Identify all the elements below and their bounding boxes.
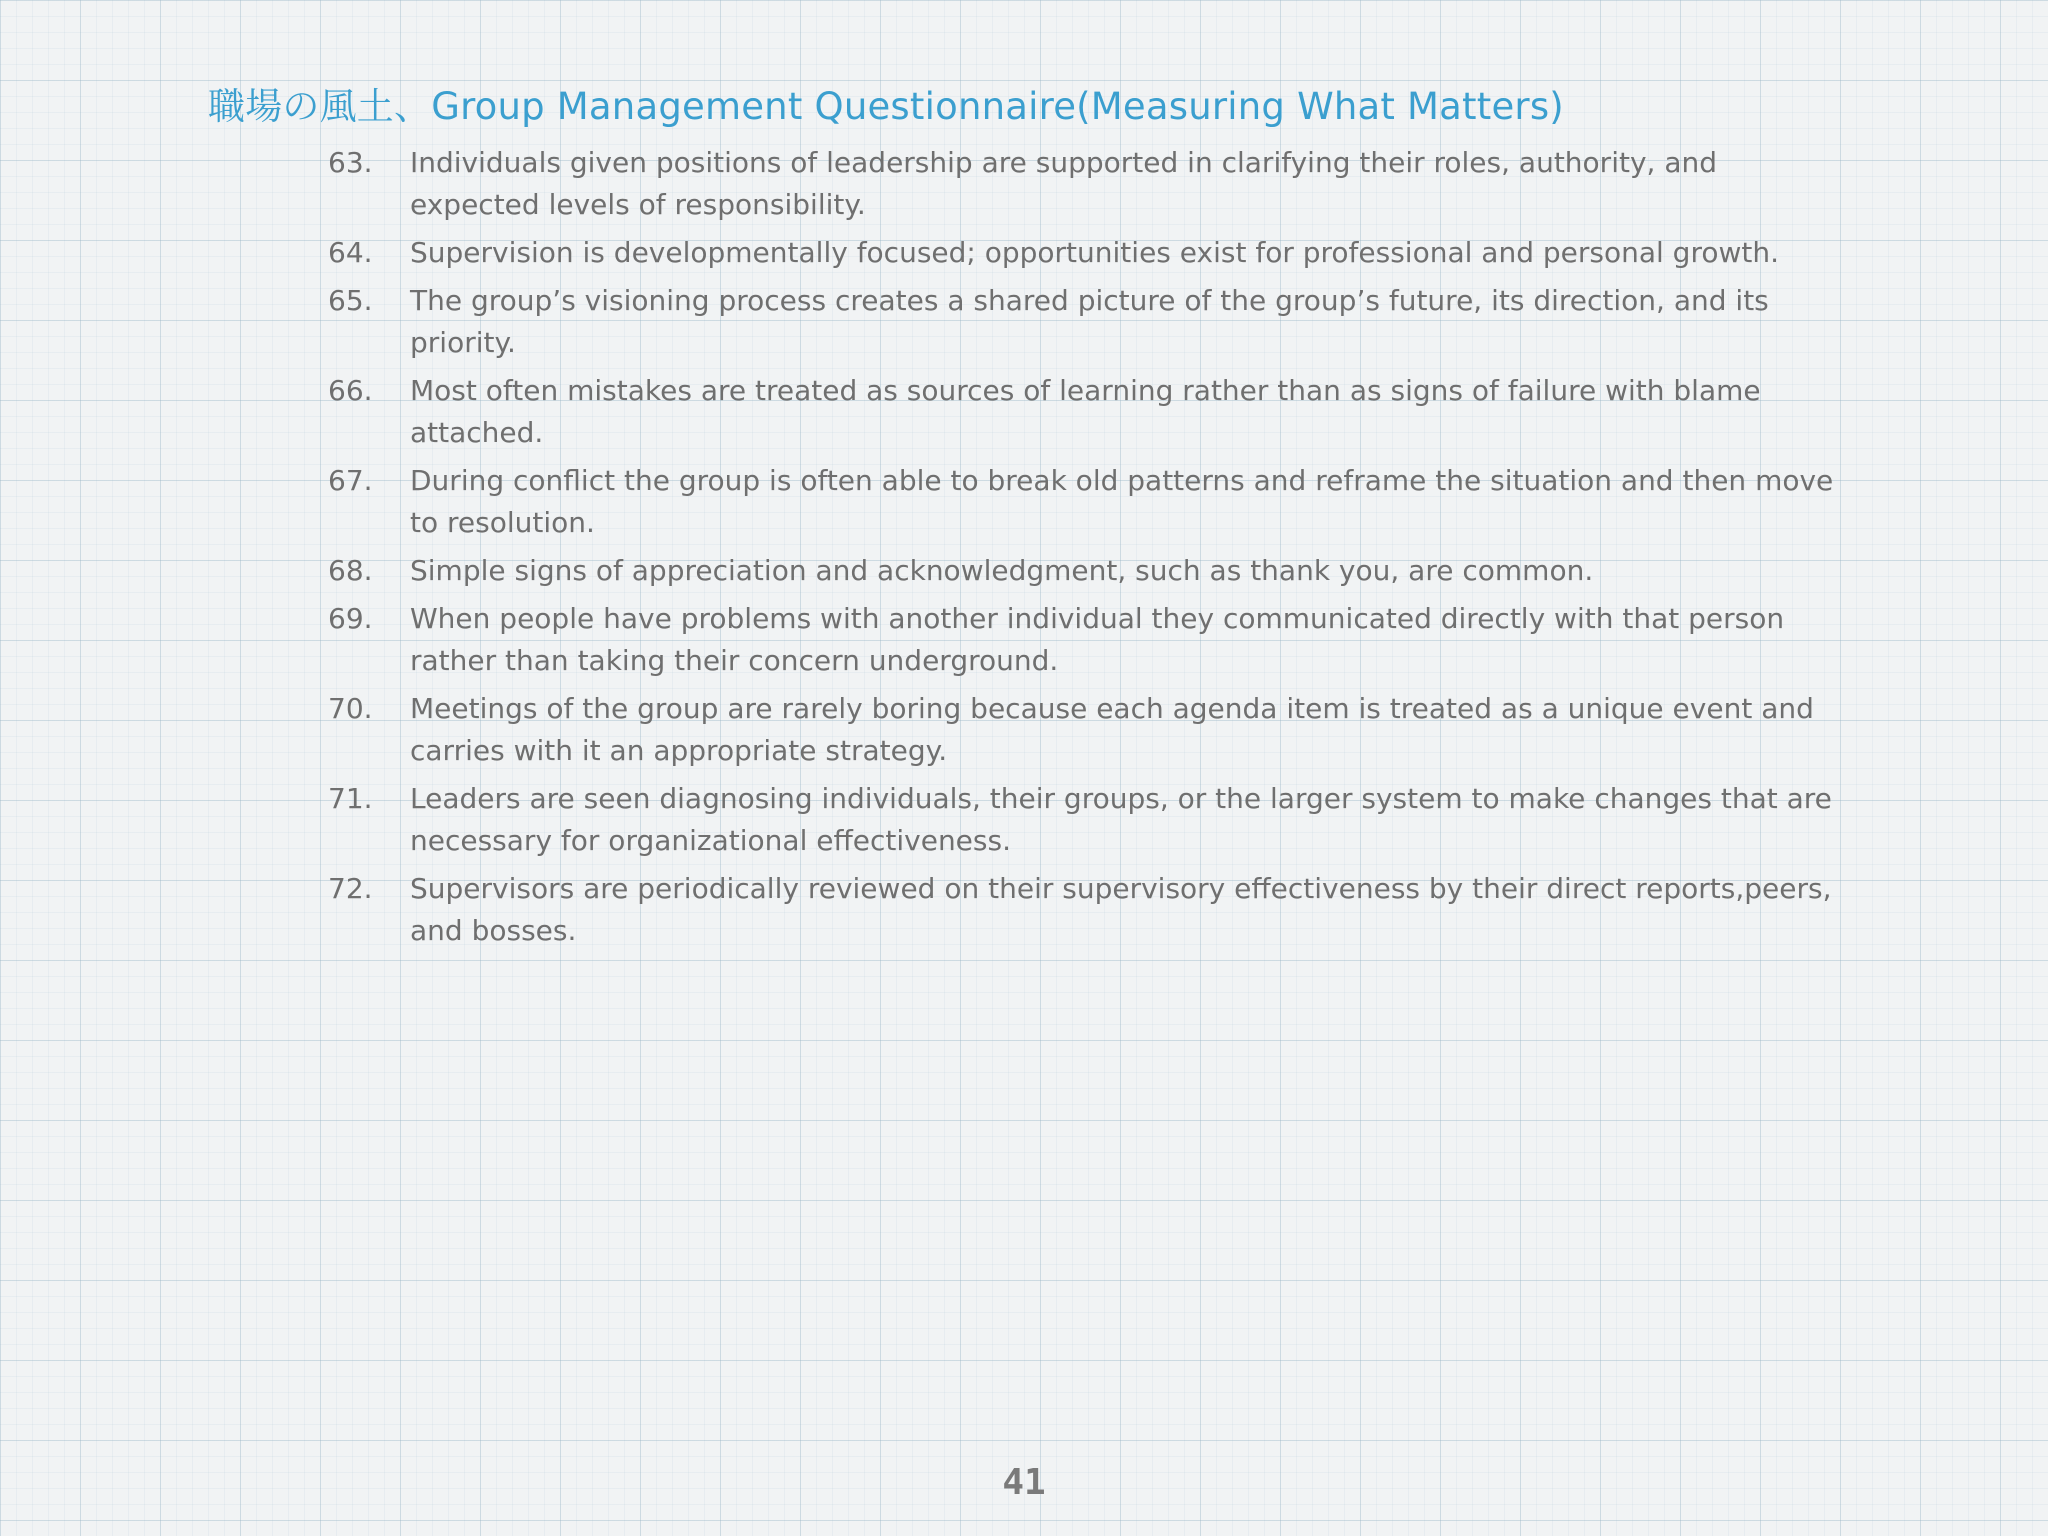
item-text: Supervisors are periodically reviewed on their supervisory effectiveness by their direct reports,peers, and bosses.: [410, 872, 1832, 947]
list-item: [328, 232, 1848, 274]
questionnaire-list: [328, 142, 1848, 958]
list-item: [328, 370, 1848, 454]
item-text: When people have problems with another individual they communicated directly with that person rather than taking their concern underground.: [410, 602, 1785, 677]
item-text: Individuals given positions of leadership are supported in clarifying their roles, authority, and expected levels of responsibility.: [410, 146, 1718, 221]
item-number: 64.: [328, 236, 373, 269]
item-number: 72.: [328, 872, 373, 905]
item-number: 68.: [328, 554, 373, 587]
item-number: 71.: [328, 782, 373, 815]
list-item: [328, 142, 1848, 226]
list-item: [328, 778, 1848, 862]
list-item: [328, 688, 1848, 772]
item-number: 66.: [328, 374, 373, 407]
item-text: Simple signs of appreciation and acknowledgment, such as thank you, are common.: [410, 554, 1594, 587]
item-text: The group’s visioning process creates a shared picture of the group’s future, its direction, and its priority.: [410, 284, 1769, 359]
list-item: [328, 550, 1848, 592]
page-number: 41: [1002, 1462, 1046, 1503]
item-text: Leaders are seen diagnosing individuals, their groups, or the larger system to make changes that are necessary for organizational effectiveness.: [410, 782, 1832, 857]
item-number: 63.: [328, 146, 373, 179]
item-text: Meetings of the group are rarely boring because each agenda item is treated as a unique event and carries with it an appropriate strategy.: [410, 692, 1814, 767]
item-text: During conflict the group is often able to break old patterns and reframe the situation and then move to resolution.: [410, 464, 1834, 539]
item-number: 67.: [328, 464, 373, 497]
list-item: [328, 868, 1848, 952]
item-text: Most often mistakes are treated as sources of learning rather than as signs of failure with blame attached.: [410, 374, 1761, 449]
list-item: [328, 460, 1848, 544]
item-number: 69.: [328, 602, 373, 635]
list-item: [328, 280, 1848, 364]
item-number: 70.: [328, 692, 373, 725]
list-item: [328, 598, 1848, 682]
slide-title: 職場の風土、Group Management Questionnaire(Measuring What Matters): [208, 85, 1564, 128]
item-text: Supervision is developmentally focused; opportunities exist for professional and personal growth.: [410, 236, 1780, 269]
item-number: 65.: [328, 284, 373, 317]
